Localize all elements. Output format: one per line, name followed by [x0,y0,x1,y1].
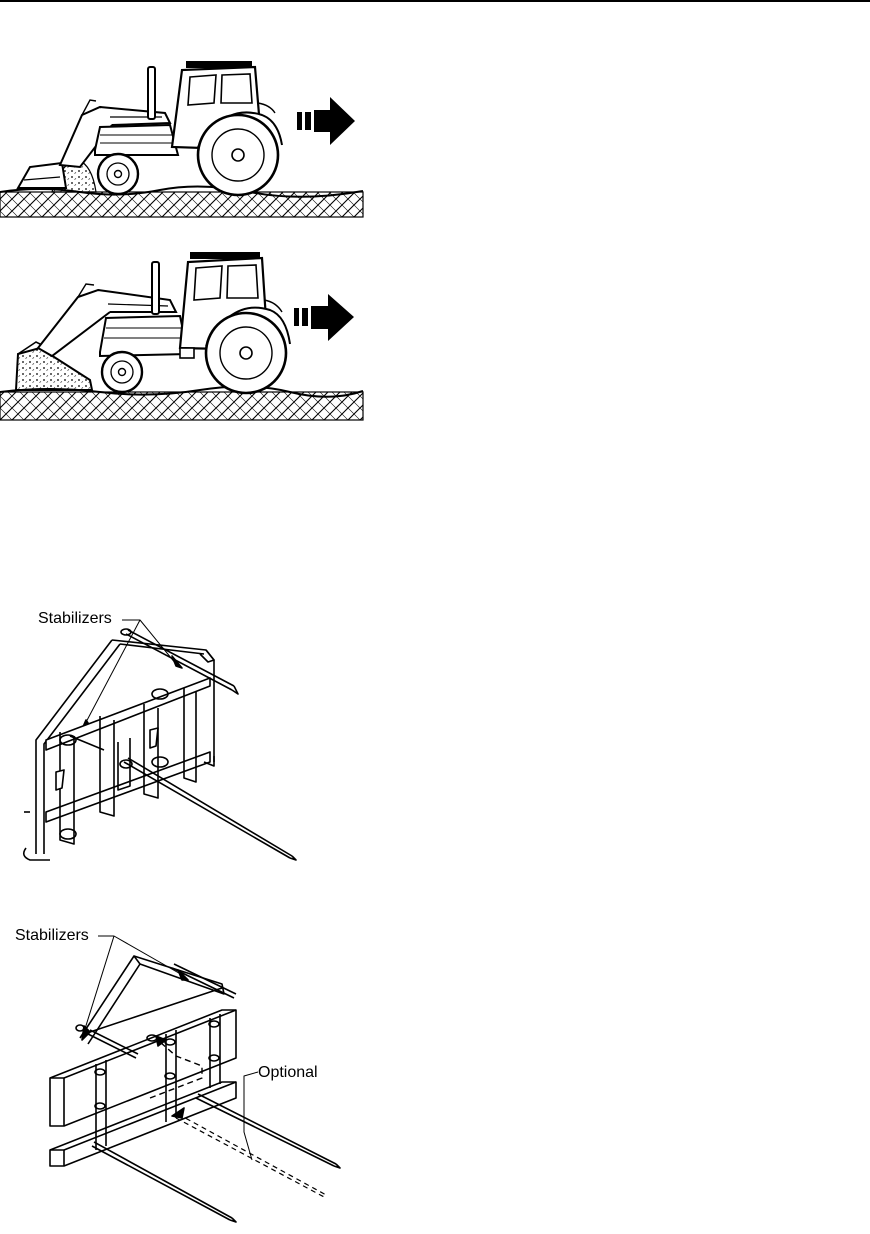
header-rule [0,0,870,2]
direction-arrow-icon [297,97,355,145]
bale-spear-frame-figure [0,612,300,872]
rear-wheel [198,115,278,195]
tractor-bucket-low-figure [0,55,365,220]
tractor-bucket-full-figure [0,252,365,422]
tractor-hood [100,316,188,356]
direction-arrow-icon [294,294,354,341]
optional-label: Optional [258,1064,318,1081]
exhaust-stack [148,67,155,119]
front-wheel [98,154,138,194]
bale-spear-frame-optional-figure [0,928,345,1228]
loader-bucket [18,163,66,188]
exhaust-stack [152,262,159,314]
rear-wheel [206,313,286,393]
tractor-hood [95,125,178,155]
stabilizers-label-top: Stabilizers [38,610,112,627]
front-wheel [102,352,142,392]
stabilizers-label-bottom: Stabilizers [15,927,89,944]
